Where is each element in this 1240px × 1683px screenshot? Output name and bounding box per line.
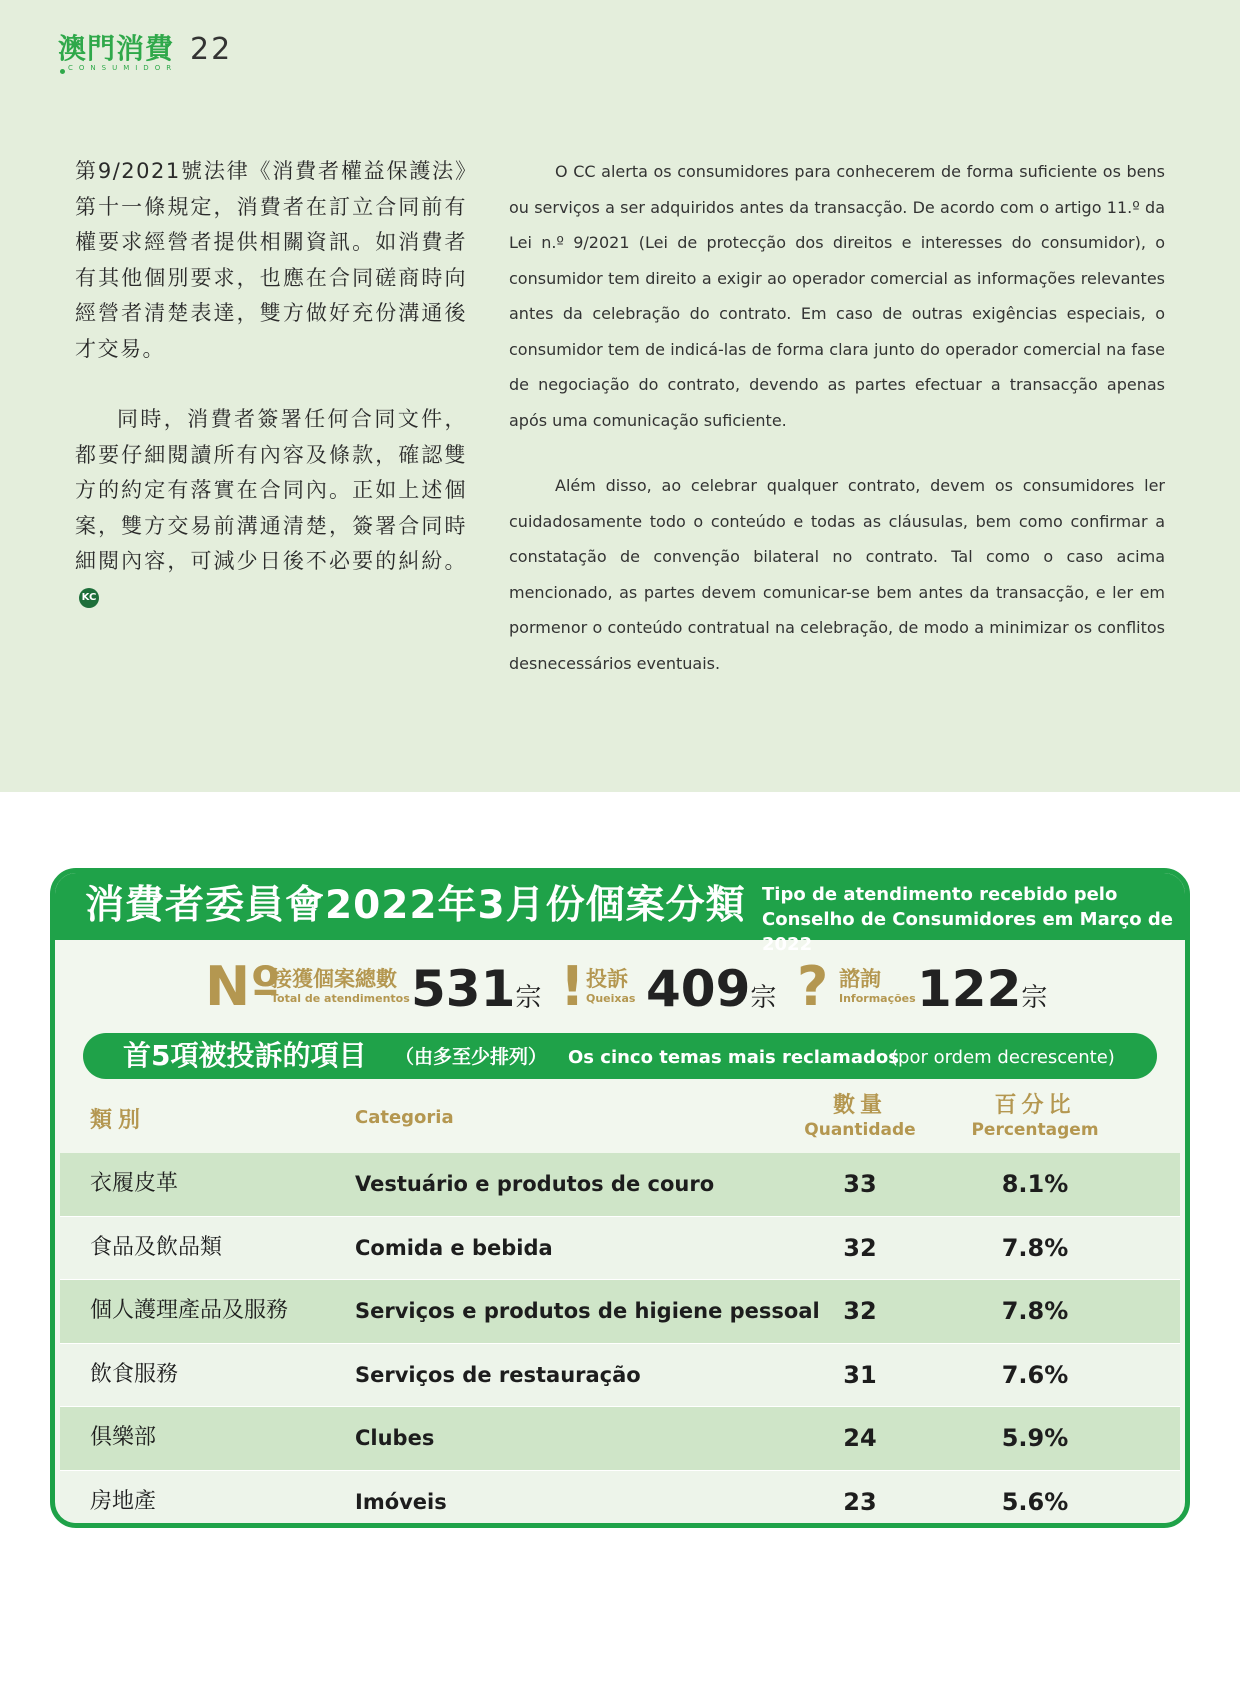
- header-quantity-zh: 數量: [832, 1093, 887, 1118]
- top-complaints-heading: [83, 1033, 1157, 1079]
- table-row: [60, 1407, 1180, 1471]
- zh-paragraph-text: 同時，消費者簽署任何合同文件，都要仔細閱讀所有內容及條款，確認雙方的約定有落實在合同內。正如上述個案，雙方交易前溝通清楚，簽署合同時細閱內容，可減少日後不必要的糾紛。: [75, 407, 467, 573]
- quantity-cell: 24: [843, 1424, 877, 1452]
- category-pt: Serviços de restauração: [355, 1362, 641, 1387]
- stat-unit: 宗: [1021, 983, 1048, 1013]
- header-category-pt: Categoria: [355, 1107, 454, 1128]
- header-quantity: [795, 1093, 925, 1141]
- zh-paragraph: [75, 402, 467, 615]
- percentage-cell: 5.9%: [1001, 1424, 1069, 1452]
- article-chinese-column: [75, 154, 467, 615]
- category-zh: 衣履皮革: [90, 1171, 179, 1196]
- header-percentage: [960, 1093, 1110, 1141]
- exclamation-icon: !: [560, 955, 585, 1018]
- percentage-cell: 8.1%: [1001, 1170, 1069, 1198]
- card-title-portuguese: Tipo de atendimento recebido pelo Conselho de Consumidores em Março de 2022: [762, 884, 1174, 955]
- stat-number: 122: [917, 960, 1022, 1018]
- question-mark-icon: ?: [797, 955, 829, 1018]
- category-zh: 個人護理產品及服務: [90, 1298, 289, 1323]
- stat-number: 531: [411, 960, 516, 1018]
- stat-label-zh: 接獲個案總數: [271, 967, 397, 991]
- pt-paragraph: Além disso, ao celebrar qualquer contrato, devem os consumidores ler cuidadosamente todo o conteúdo e todas as cláusulas, bem como confirmar a constatação de convenção bilateral no contrato. Tal como o caso acima mencionado, as partes devem comunicar-se bem antes da transacção, e ler em pormenor o conteúdo contratual na celebração, de modo a minimizar os conflitos desnecessários eventuais.: [509, 476, 1165, 673]
- table-row: [60, 1153, 1180, 1217]
- brand-subtitle: CONSUMIDOR: [68, 64, 178, 72]
- heading-pt: Os cinco temas mais reclamados: [568, 1047, 899, 1068]
- stat-unit: 宗: [750, 983, 777, 1013]
- heading-zh-note: （由多至少排列）: [395, 1046, 548, 1068]
- quantity-cell: 32: [843, 1297, 877, 1325]
- pt-paragraph: O CC alerta os consumidores para conhecerem de forma suficiente os bens ou serviços a ser adquiridos antes da transacção. De acordo com o artigo 11.º da Lei n.º 9/2021 (Lei de protecção dos direitos e interesses do consumidor), o consumidor tem direito a exigir ao operador comercial as informações relevantes antes da celebração do contrato. Em caso de outras exigências especiais, o consumidor tem de indicá-las de forma clara junto do operador comercial na fase de negociação do contrato, devendo as partes efectuar a transacção apenas após uma comunicação suficiente.: [509, 162, 1165, 430]
- quantity-cell: 33: [843, 1170, 877, 1198]
- stat-label-pt: Total de atendimentos: [271, 992, 410, 1005]
- stat-unit: 宗: [515, 983, 542, 1013]
- stat-label-zh: 投訴: [586, 967, 628, 991]
- category-pt: Clubes: [355, 1426, 435, 1450]
- page-number: 22: [190, 32, 233, 67]
- quantity-cell: 32: [843, 1233, 877, 1262]
- stat-label-pt: Informações: [839, 992, 916, 1005]
- logo-dot-icon: [60, 69, 65, 74]
- table-row: [60, 1217, 1180, 1281]
- header-percentage-zh: 百分比: [994, 1093, 1076, 1118]
- table-row: [60, 1280, 1180, 1344]
- header-category-zh: 類別: [90, 1108, 147, 1133]
- category-pt: Serviços e produtos de higiene pessoal: [355, 1299, 820, 1323]
- percentage-cell: 7.6%: [1001, 1360, 1069, 1389]
- article-portuguese-column: [509, 154, 1165, 681]
- quantity-cell: 23: [843, 1487, 877, 1516]
- heading-pt-note: (por ordem decrescente): [891, 1047, 1115, 1068]
- brand-name: 澳門消費: [58, 32, 175, 65]
- table-row: [60, 1471, 1180, 1529]
- card-header: [55, 873, 1185, 955]
- card-title-chinese: 消費者委員會2022年3月份個案分類: [85, 883, 746, 928]
- table-header: [55, 1083, 1185, 1153]
- category-pt: Comida e bebida: [355, 1235, 553, 1260]
- complaints-table-body: [60, 1153, 1180, 1528]
- number-sign-icon: Nº: [205, 955, 281, 1018]
- header-percentage-pt: Percentagem: [971, 1120, 1099, 1140]
- article-panel: [0, 0, 1240, 792]
- quantity-cell: 31: [843, 1360, 877, 1389]
- category-zh: 俱樂部: [90, 1425, 157, 1450]
- stat-label-pt: Queixas: [586, 992, 636, 1005]
- stat-number: 409: [646, 960, 751, 1018]
- percentage-cell: 5.6%: [1001, 1487, 1069, 1516]
- stat-value: [646, 959, 776, 1028]
- magazine-logo: [58, 32, 177, 72]
- table-row: [60, 1344, 1180, 1408]
- percentage-cell: 7.8%: [1001, 1233, 1069, 1262]
- category-pt: Imóveis: [355, 1489, 447, 1514]
- stat-value: [411, 959, 541, 1028]
- heading-zh: 首5項被投訴的項目: [123, 1039, 367, 1072]
- category-zh: 房地產: [90, 1488, 157, 1514]
- category-pt: Vestuário e produtos de couro: [355, 1172, 715, 1196]
- zh-paragraph: 第9/2021號法律《消費者權益保護法》第十一條規定，消費者在訂立合同前有權要求經營者提供相關資訊。如消費者有其他個別要求，也應在合同磋商時向經營者清楚表達，雙方做好充份溝通後才交易。: [75, 159, 467, 361]
- case-statistics-card: [50, 868, 1190, 1528]
- kc-end-mark-icon: KC: [79, 588, 99, 608]
- category-zh: 食品及飲品類: [90, 1234, 223, 1260]
- totals-row: [55, 955, 1185, 1025]
- percentage-cell: 7.8%: [1001, 1297, 1069, 1325]
- stat-value: [917, 959, 1047, 1028]
- header-quantity-pt: Quantidade: [804, 1120, 916, 1140]
- category-zh: 飲食服務: [90, 1361, 179, 1387]
- stat-label-zh: 諮詢: [839, 967, 881, 991]
